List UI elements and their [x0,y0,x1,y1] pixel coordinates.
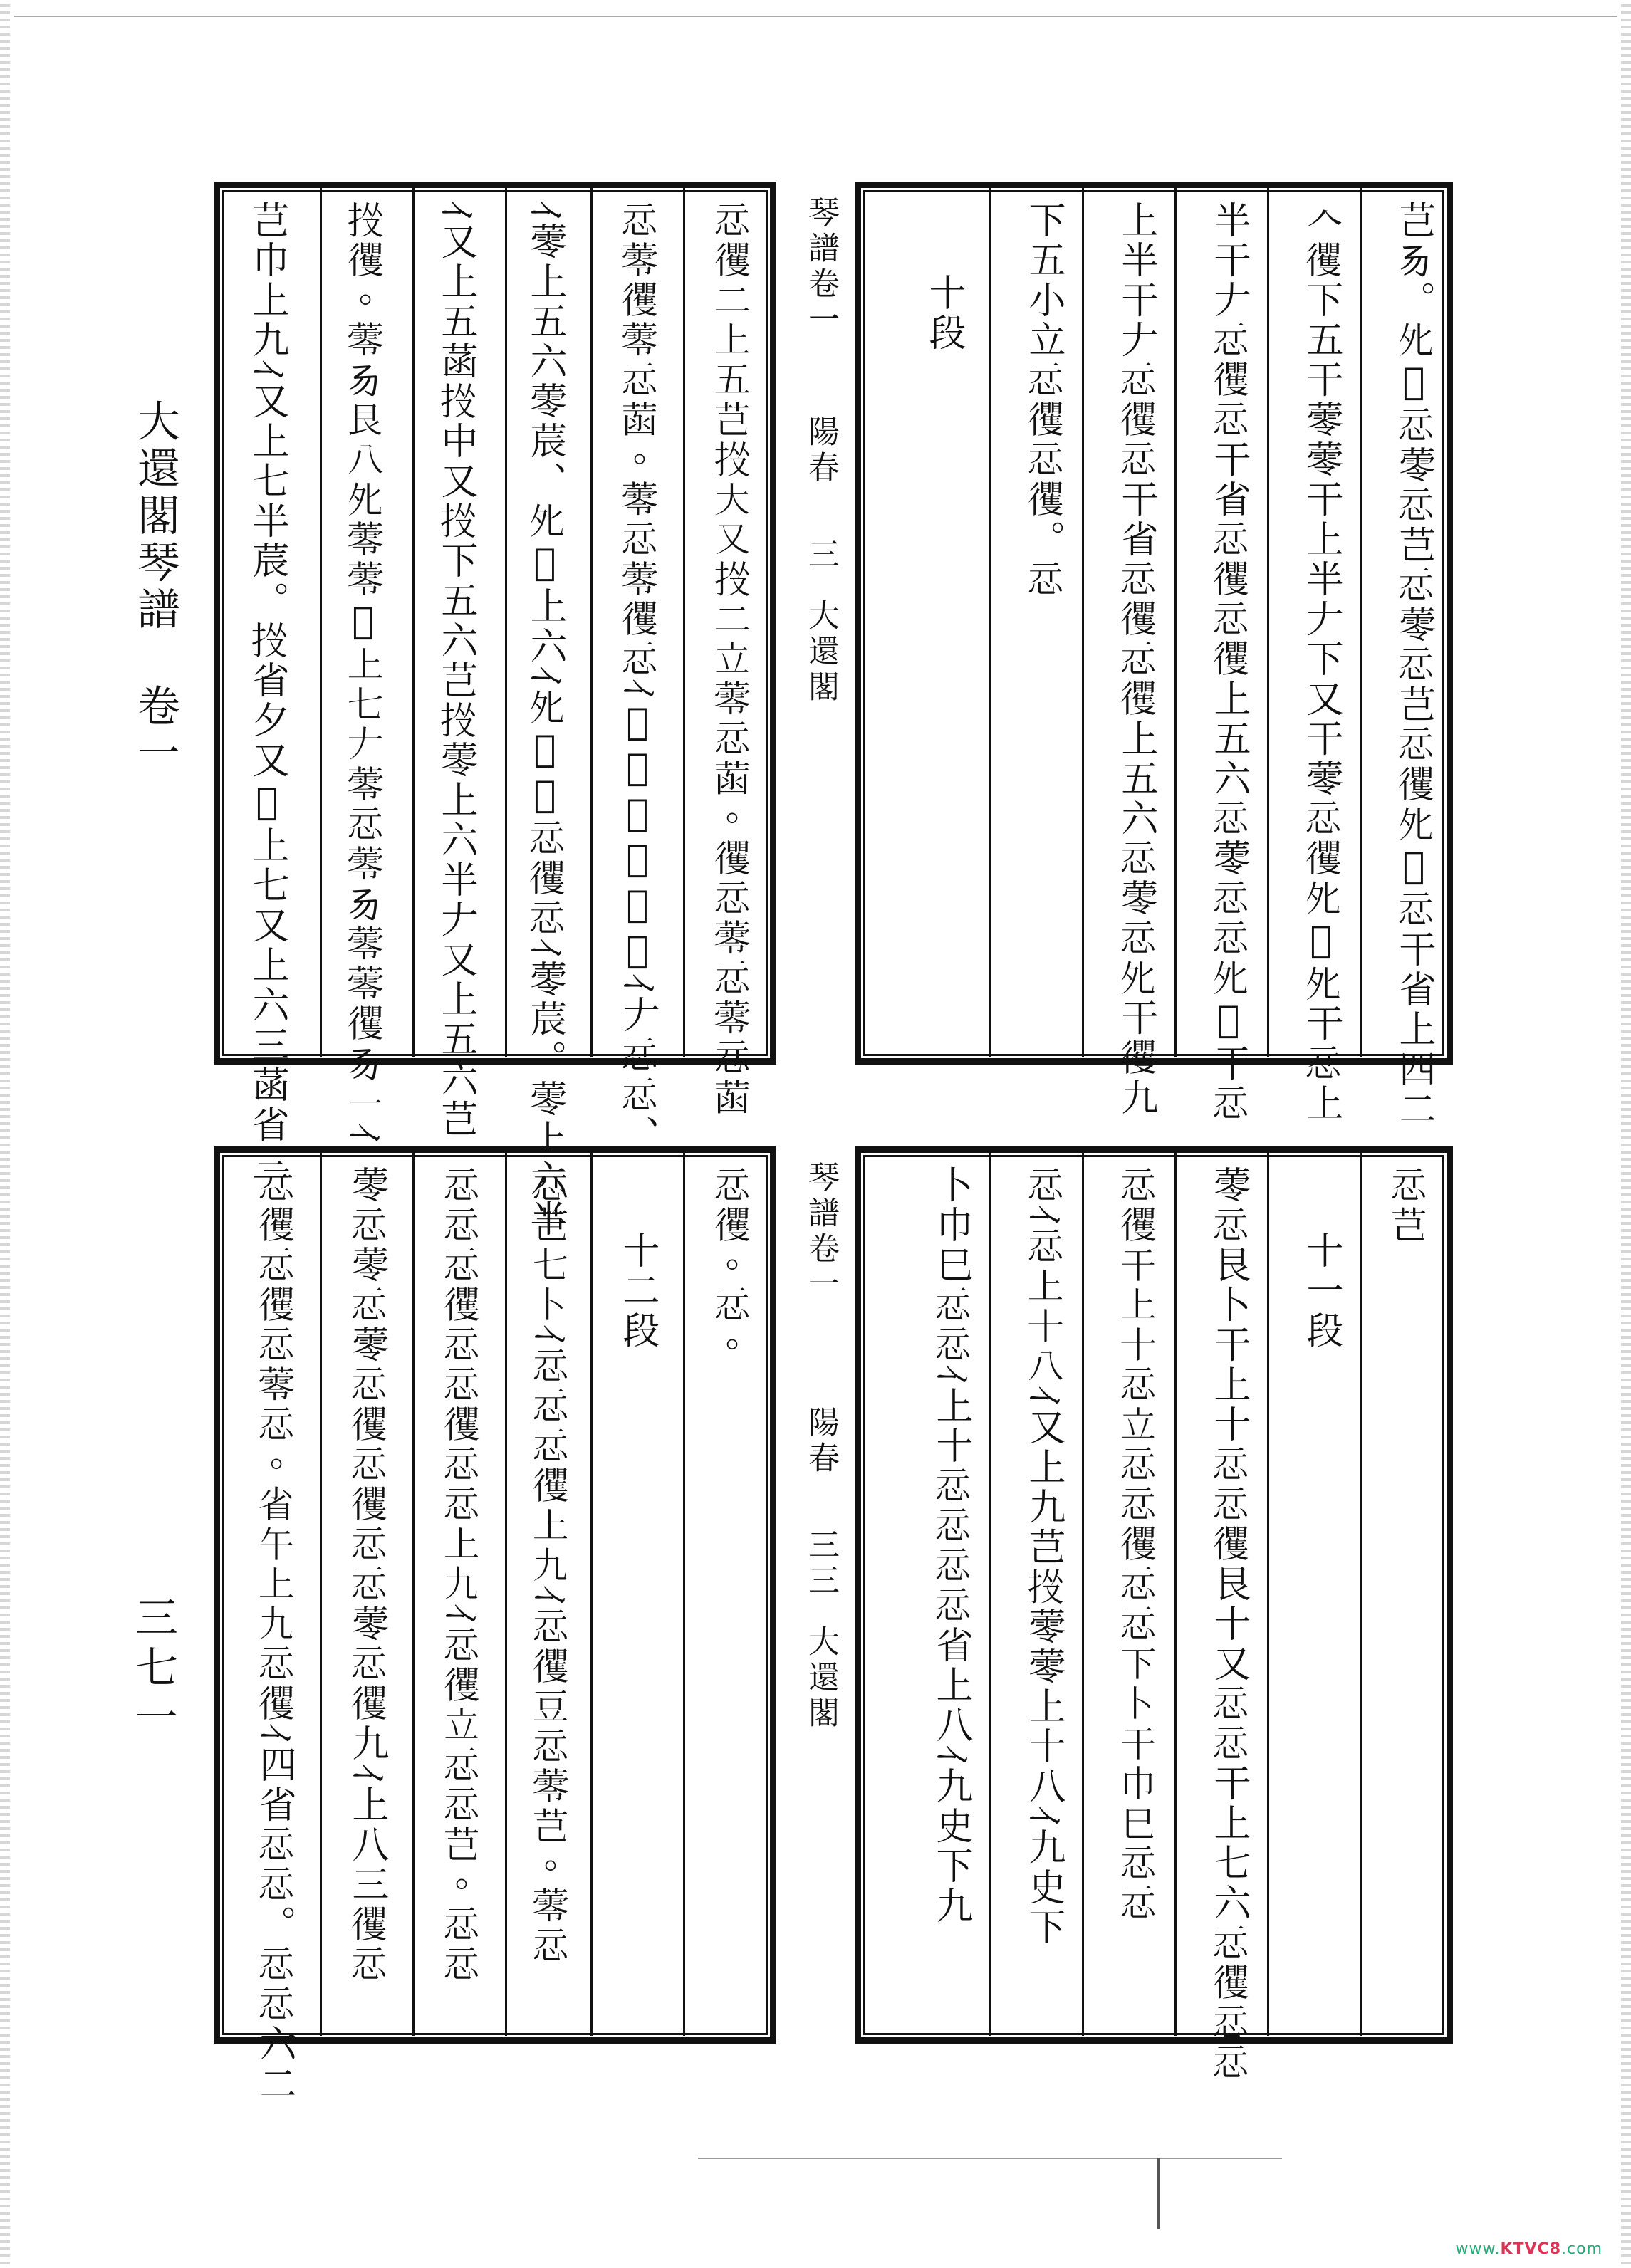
bottom-spread [214,1146,1460,2104]
text-column: 𢗏蕶𢖦蕶𢗏菡。蕶𢗏蕶𢖦𢗏ｲ𨼆𢖦𡖅𨼆上六ｲ𠂇𢗏𢗏、 [616,201,659,1155]
top-spread [214,182,1460,1239]
text-column: 𢗏𢗏𢗏𢖦𢗏𢗏𢖦𢗏𢗏上九ｲ𢗏𢖦立𢗏𢗏芑。𢗏𢗏 [438,1166,481,1985]
gutter-title: 琴譜卷一 [803,196,839,338]
text-column: 芑𠃓。𡖅𨼆𢗏蕶𢗏芑𢗏蕶𢗏芑𢗏𢖦𡖅𨼆𢗏干省上四二 [1392,201,1435,1129]
text-column: ｲ蕶上五六蕶莀、𡖅𨼆上六ｲ𡖅𨼆𨼆𢗏𢖦𢗏ｲ蕶莀。蕶上六半 [523,201,566,1239]
column-rule [1360,188,1362,1057]
column-rule [1174,1153,1177,2036]
column-rule [505,1153,507,2036]
running-head [127,399,184,1040]
text-column: 芑⼱上九ｲ又上七半莀。𢫹省夕又𠂌上七又上六三菡省三 [246,201,288,1185]
top-rule [14,16,1617,17]
column-rule [590,188,593,1057]
spine-gutter [803,1161,839,2029]
text-column: 下五小立𢗏𢖦𢗏𢖦。𢗏 [1022,201,1065,600]
section-heading: 十段 [922,273,965,353]
text-column: 𢫹𢖦。蕶𠃓艮八𡖅蕶蕶𨼆上七𠂇蕶𢗏蕶𠃓蕶蕶𢖦𠃓一ｲ [342,201,385,1145]
column-rule [412,1153,415,2036]
column-rule [683,188,685,1057]
watermark-suffix: .com [1561,2240,1603,2258]
volume-label: 卷一 [130,684,180,778]
bottom-tick [1157,2158,1160,2229]
text-column: 𢗏𢖦。𢗏。 [709,1166,751,1365]
column-rule [1267,1153,1269,2036]
text-column: 𢗏𢖦𢗏𢖦𢗏蕶𢗏。省午上九𢗏𢖦ｲ四省𢗏𢗏。𢗏𢗏六二 [253,1166,296,2104]
watermark-prefix: www. [1455,2240,1501,2258]
section-heading: 𢗏芑 [1385,1166,1428,1245]
column-rule [590,1153,593,2036]
section-heading: 十一段 [1300,1231,1343,1351]
gutter-studio: 大還閣 [803,599,839,706]
text-column: 上半干𠂇𢗏𢖦𢗏干省𢗏𢖦𢗏𢖦上五六𢗏蕶𢗏𡖅干𢖦九 [1115,201,1157,1118]
column-rule [320,188,322,1057]
column-rule [1082,1153,1084,2036]
gutter-title: 琴譜卷一 [803,1161,839,1303]
column-rule [1267,188,1269,1057]
column-rule [1174,188,1177,1057]
text-column: 蕶𢗏艮卜干上十𢗏𢗏𢖦艮十又𢗏𢗏干上七六𢗏𢖦𢗏𢗏 [1207,1166,1250,2083]
column-rule [1360,1153,1362,2036]
column-rule [989,1153,991,2036]
column-rule [505,188,507,1057]
text-column: 𠆢𢖦下五干蕶蕶干上半𠂇下又干蕶𢗏𢖦𡖅𨼆𡖅干𢗏上 [1300,201,1343,1124]
spine-gutter [803,196,839,1050]
watermark-site: KTVC8 [1500,2240,1562,2258]
gutter-studio: 大還閣 [803,1625,839,1732]
column-rule [989,188,991,1057]
text-column: 𢗏𢖦二上五芑𢫹大又𢫹二立蕶𢗏菡。𢖦𢗏蕶𢗏蕶𢗏菡 [709,201,751,1118]
text-column: 𢗏𢖦干上十𢗏立𢗏𢗏𢖦𢗏𢗏下卜干巾巳𢗏𢗏 [1115,1166,1157,1923]
column-rule [683,1153,685,2036]
scan-edge-right [1621,0,1631,2268]
section-heading: 十二段 [616,1231,659,1351]
column-rule [412,188,415,1057]
text-column: 蕶𢗏蕶𢗏蕶𢗏𢖦𢗏𢖦𢗏𢗏蕶𢗏𢖦九ｲ上八三𢖦𢗏 [345,1166,388,1985]
bottom-left-panel [214,1146,776,2104]
gutter-page: 三 [803,538,839,573]
scan-edge-left [0,0,10,2268]
bottom-rule [698,2158,1282,2159]
column-rule [1082,188,1084,1057]
top-left-panel [214,182,776,1239]
text-column: ｲ又上五菡𢫹中又𢫹下五六芑𢫹蕶上六半𠂇又上五六芑 [434,201,477,1139]
gutter-page: 三三 [803,1528,839,1599]
watermark [1456,2240,1603,2258]
top-right-panel [855,182,1453,1129]
page-number: 三七一 [128,1595,178,1745]
text-column: 𢗏芑七卜ｲ𢗏𢗏𢗏𢖦上九ｲ𢗏𢖦豆𢗏蕶芑。蕶𢗏 [527,1166,570,1966]
book-title: 大還閣琴譜 [130,399,180,634]
text-column: 𢗏ｲ𢗏上十八ｲ又上九芑𢫹蕶蕶上十八ｲ九史下 [1022,1166,1065,1948]
text-column: 卜巾巳𢗏𢗏ｲ上十𢗏𢗏𢗏𢗏省上八ｲ九史下九 [929,1166,972,1926]
gutter-subtitle: 陽春 [803,415,839,486]
text-column: 半干𠂇𢗏𢖦𢗏干省𢗏𢖦𢗏𢖦上五六𢗏蕶𢗏𢗏𡖅𨼆干𢗏 [1207,201,1250,1124]
gutter-subtitle: 陽春 [803,1406,839,1477]
bottom-right-panel [855,1146,1453,2083]
column-rule [320,1153,322,2036]
